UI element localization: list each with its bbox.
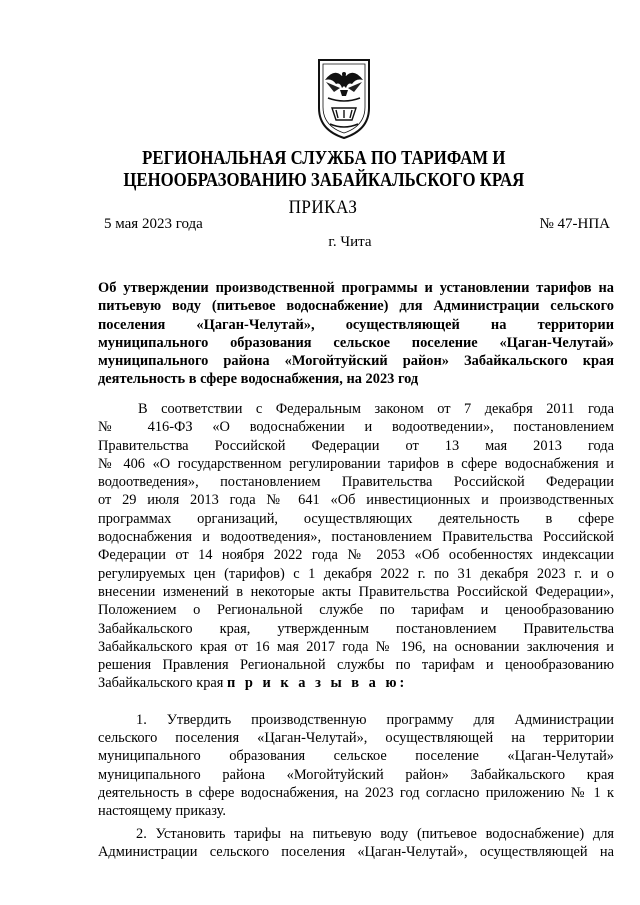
- preamble-line: Правительства Российской Федерации от 13 мая 2013 года: [98, 437, 614, 454]
- preamble-line: № 406 «О государственном регулировании тарифов в сфере водоснабжения и: [98, 455, 614, 472]
- preamble-line: Забайкальского края, утвержденным постановлением Правительства: [98, 620, 614, 637]
- item-1-line: настоящему приказу.: [98, 803, 226, 820]
- title-line: Об утверждении производственной программы и установлении тарифов на: [98, 280, 614, 296]
- organization-name-line-1: РЕГИОНАЛЬНАЯ СЛУЖБА ПО ТАРИФАМ И: [142, 148, 506, 169]
- title-line: муниципального образования сельское поселение «Цаган-Челутай»: [98, 334, 614, 351]
- item-1-line: сельского поселения «Цаган-Челутай», осуществляющей на территории: [98, 730, 614, 747]
- preamble-line: водоотведения», постановлением Правительства Российской Федерации: [98, 474, 614, 491]
- preamble-line: внесении изменений в некоторые акты Правительства Российской Федерации»,: [98, 583, 614, 600]
- preamble-last-line: [98, 674, 614, 692]
- title-line: питьевую воду (питьевое водоснабжение) для Администрации сельского: [98, 298, 614, 315]
- preamble-last-text: Забайкальского края: [98, 675, 224, 692]
- document-city: г. Чита: [328, 234, 372, 250]
- preamble-line: Федерации от 14 ноября 2022 года № 2053 «Об особенностях индексации: [98, 547, 614, 564]
- document-date: 5 мая 2023 года: [104, 216, 203, 232]
- order-word: п р и к а з ы в а ю:: [227, 675, 408, 692]
- preamble-line: № 416-ФЗ «О водоснабжении и водоотведении», постановлением: [98, 419, 614, 436]
- title-line: поселения «Цаган-Челутай», осуществляющей на территории: [98, 316, 614, 333]
- document-number: № 47-НПА: [539, 216, 610, 232]
- preamble-line: решения Правления Региональной службы по тарифам и ценообразованию: [98, 657, 614, 674]
- item-2-line: Администрации сельского поселения «Цаган-Челутай», осуществляющей на: [98, 843, 614, 860]
- title-line: муниципального района «Могойтуйский район» Забайкальского края: [98, 353, 614, 370]
- preamble-line: водоснабжения и водоотведения», постановлением Правительства Российской: [98, 529, 614, 546]
- item-1-line: муниципального образования сельское поселение «Цаган-Челутай»: [98, 748, 614, 765]
- document-title: [98, 279, 614, 389]
- coat-of-arms-icon: [316, 58, 372, 140]
- preamble-line: В соответствии с Федеральным законом от 7 декабря 2011 года: [138, 401, 614, 417]
- preamble-line: Положением о Региональной службе по тарифам и ценообразованию: [98, 602, 614, 619]
- preamble-line: Забайкальского края от 16 мая 2017 года № 196, на основании заключения и: [98, 638, 614, 655]
- document-type: ПРИКАЗ: [288, 197, 358, 218]
- item-1-line: 1. Утвердить производственную программу для Администрации: [136, 711, 614, 728]
- item-1-line: муниципального района «Могойтуйский район» Забайкальского края: [98, 766, 614, 783]
- document-body: [98, 400, 614, 861]
- item-2-line: 2. Установить тарифы на питьевую воду (питьевое водоснабжение) для: [136, 825, 614, 842]
- organization-name-line-2: ЦЕНООБРАЗОВАНИЮ ЗАБАЙКАЛЬСКОГО КРАЯ: [123, 170, 525, 191]
- preamble-line: регулируемых цен (тарифов) с 1 декабря 2022 г. по 31 декабря 2023 г. и о: [98, 565, 614, 582]
- title-line: деятельность в сфере водоснабжения, на 2023 год: [98, 371, 419, 388]
- item-1-line: деятельность в сфере водоснабжения, на 2023 год согласно приложению № 1 к: [98, 784, 614, 801]
- preamble-line: от 29 июля 2013 года № 641 «Об инвестиционных и производственных: [98, 492, 614, 509]
- preamble-line: программах организаций, осуществляющих деятельность в сфере: [98, 510, 614, 527]
